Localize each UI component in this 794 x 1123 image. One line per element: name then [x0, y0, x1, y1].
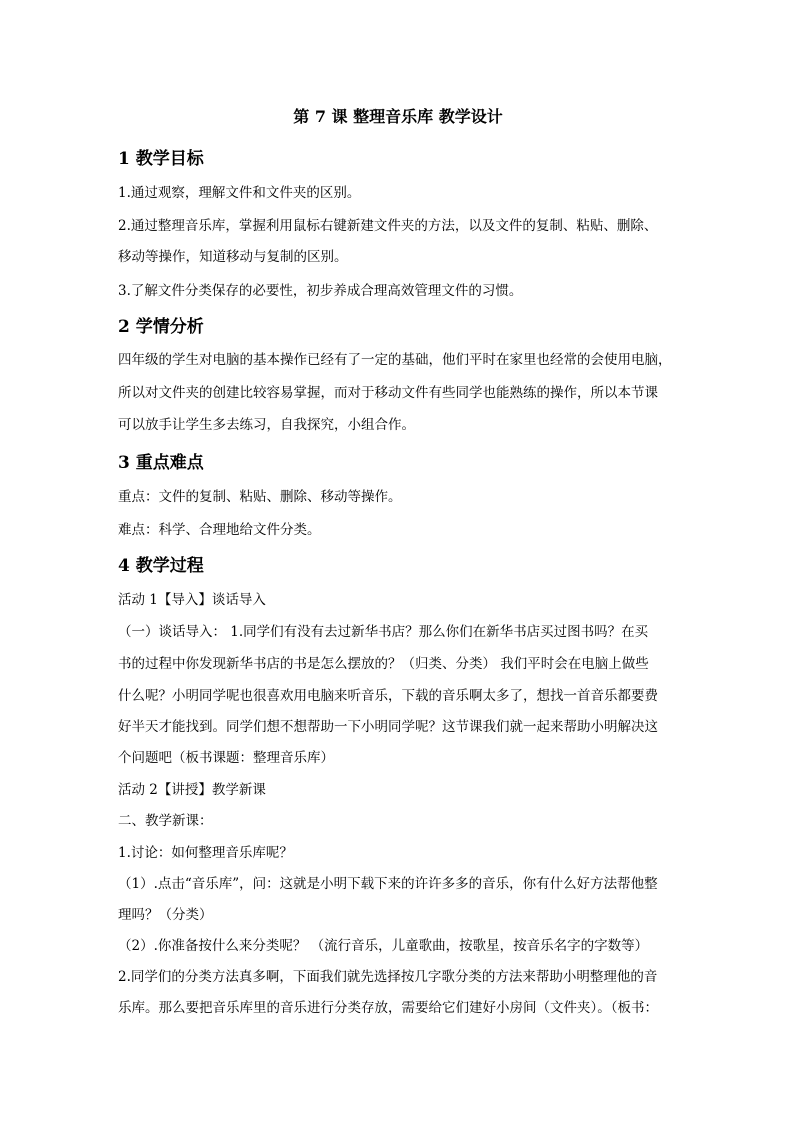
section-heading-process: 4 教学过程: [118, 556, 204, 576]
paragraph-line: 3.了解文件分类保存的必要性，初步养成合理高效管理文件的习惯。: [118, 283, 523, 299]
section-heading-objectives: 1 教学目标: [118, 149, 204, 169]
paragraph-line: 重点：文件的复制、粘贴、删除、移动等操作。: [118, 489, 402, 505]
paragraph-line: 什么呢？小明同学呢也很喜欢用电脑来听音乐，下载的音乐啊太多了，想找一首音乐都要费: [118, 688, 658, 704]
paragraph-line: 理吗？（分类）: [118, 907, 213, 923]
paragraph-line: 活动 1【导入】谈话导入: [118, 592, 266, 608]
paragraph-line: 个问题吧（板书课题：整理音乐库）: [118, 750, 334, 766]
paragraph-line: 移动等操作，知道移动与复制的区别。: [118, 249, 348, 265]
paragraph-line: 难点：科学、合理地给文件分类。: [118, 522, 321, 538]
paragraph-line: 书的过程中你发现新华书店的书是怎么摆放的？（归类、分类） 我们平时会在电脑上做些: [118, 656, 649, 672]
paragraph-line: 乐库。那么要把音乐库里的音乐进行分类存放，需要给它们建好小房间（文件夹）。（板书：: [118, 1000, 658, 1016]
paragraph-line: 1.讨论：如何整理音乐库呢？: [118, 845, 293, 861]
paragraph-line: 四年级的学生对电脑的基本操作已经有了一定的基础，他们平时在家里也经常的会使用电脑，: [118, 352, 672, 368]
section-heading-analysis: 2 学情分析: [118, 317, 204, 337]
paragraph-line: 可以放手让学生多去练习，自我探究，小组合作。: [118, 417, 415, 433]
paragraph-line: 好半天才能找到。同学们想不想帮助一下小明同学呢？这节课我们就一起来帮助小明解决这: [118, 719, 658, 735]
paragraph-line: 2.通过整理音乐库，掌握利用鼠标右键新建文件夹的方法，以及文件的复制、粘贴、删除、: [118, 218, 658, 234]
paragraph-line: 活动 2【讲授】教学新课: [118, 782, 266, 798]
paragraph-line: （1）.点击“音乐库”，问：这就是小明下载下来的许许多多的音乐，你有什么好方法帮他整: [118, 876, 658, 892]
section-heading-key-points: 3 重点难点: [118, 453, 204, 473]
document-title: 第 7 课 整理音乐库 教学设计: [293, 107, 503, 126]
paragraph-line: 1.通过观察，理解文件和文件夹的区别。: [118, 185, 361, 201]
paragraph-line: （2）.你准备按什么来分类呢？ （流行音乐，儿童歌曲，按歌星，按音乐名字的字数等）: [118, 938, 649, 954]
paragraph-line: 所以对文件夹的创建比较容易掌握，而对于移动文件有些同学也能熟练的操作，所以本节课: [118, 385, 658, 401]
paragraph-line: （一）谈话导入： 1.同学们有没有去过新华书店？那么你们在新华书店买过图书吗？在买: [118, 624, 649, 640]
paragraph-line: 二、教学新课：: [118, 813, 213, 829]
paragraph-line: 2.同学们的分类方法真多啊，下面我们就先选择按几字歌分类的方法来帮助小明整理他的音: [118, 969, 658, 985]
